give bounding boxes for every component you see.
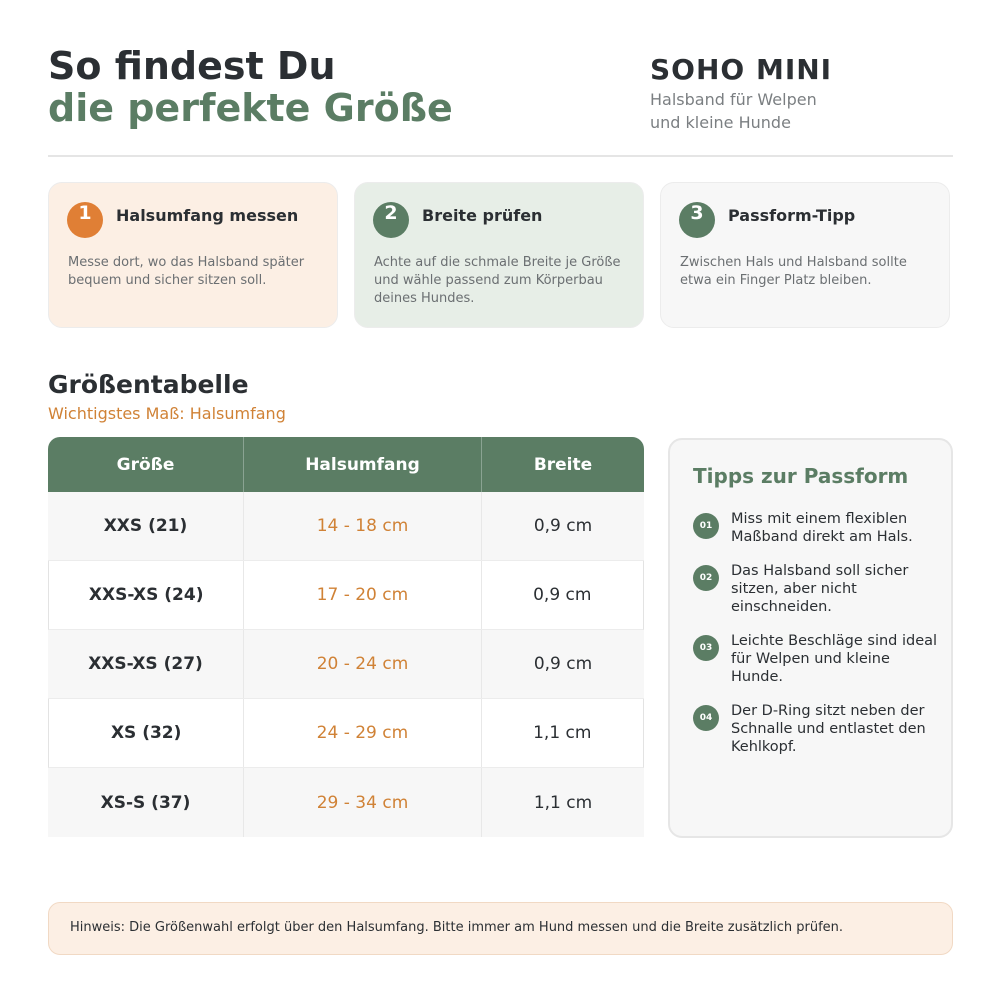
size-chart-subtitle: Wichtigstes Maß: Halsumfang [48,404,286,423]
tip-number-badge: 01 [693,513,719,539]
step-text: Zwischen Hals und Halsband sollte etwa ein Finger Platz bleiben. [680,255,907,288]
table-row [48,561,644,630]
cell-neck: 14 - 18 cm [244,492,482,560]
step-text: Messe dort, wo das Halsband später bequem und sicher sitzen soll. [68,255,305,288]
table-row [48,630,644,699]
step-card-3 [660,182,950,328]
table-row [48,492,644,561]
column-header-size: Größe [48,437,244,492]
table-body [48,492,644,837]
step-title: Passform-Tipp [728,206,856,225]
cell-size: XXS-XS (24) [49,561,244,629]
cell-size: XXS-XS (27) [48,630,244,698]
product-description [650,88,817,134]
tips-title: Tipps zur Passform [693,464,909,488]
page-title-line-1: So findest Du [48,44,336,88]
cell-width: 0,9 cm [533,654,593,674]
cell-width: 0,9 cm [533,585,592,605]
column-header-neck: Halsumfang [244,437,482,492]
product-description-line-1: Halsband für Welpen [650,90,817,109]
tip-number-badge: 03 [693,635,719,661]
note-text: Hinweis: Die Größenwahl erfolgt über den Halsumfang. Bitte immer am Hund messen und die Breite zusätzlich prüfen. [70,920,844,935]
tip-number-badge: 04 [693,705,719,731]
cell-neck: 29 - 34 cm [244,768,482,837]
tip-text: Der D-Ring sitzt neben der Schnalle und entlastet den Kehlkopf. [731,703,926,755]
product-description-line-2: und kleine Hunde [650,113,791,132]
cell-neck: 17 - 20 cm [244,561,481,629]
note-box [48,902,953,955]
step-number-badge: 2 [373,202,409,238]
step-card-1 [48,182,338,328]
tips-panel [668,438,953,838]
cell-neck: 20 - 24 cm [244,630,482,698]
cell-width: 0,9 cm [533,516,593,536]
cell-width: 1,1 cm [533,723,592,743]
cell-neck: 24 - 29 cm [244,699,481,767]
column-header-width: Breite [533,454,593,475]
tip-text: Das Halsband soll sicher sitzen, aber nicht einschneiden. [731,563,909,615]
size-chart-title: Größentabelle [48,370,249,399]
tip-text: Miss mit einem flexiblen Maßband direkt am Hals. [731,511,913,545]
tip-text: Leichte Beschläge sind ideal für Welpen und kleine Hunde. [731,633,938,685]
product-name: SOHO MINI [650,53,833,86]
step-text: Achte auf die schmale Breite je Größe und wähle passend zum Körperbau deines Hundes. [374,255,621,306]
tip-number-badge: 02 [693,565,719,591]
cell-width: 1,1 cm [533,792,593,813]
step-number-badge: 1 [67,202,103,238]
step-card-2 [354,182,644,328]
header-divider [48,155,953,157]
table-row [48,699,644,768]
step-number-badge: 3 [679,202,715,238]
step-title: Breite prüfen [422,206,543,225]
cell-size: XXS (21) [48,492,244,560]
size-table [48,437,644,837]
table-row [48,768,644,837]
cell-size: XS (32) [49,699,244,767]
page-title-line-2: die perfekte Größe [48,86,453,130]
step-title: Halsumfang messen [116,206,299,225]
cell-size: XS-S (37) [48,768,244,837]
table-header [48,437,644,492]
